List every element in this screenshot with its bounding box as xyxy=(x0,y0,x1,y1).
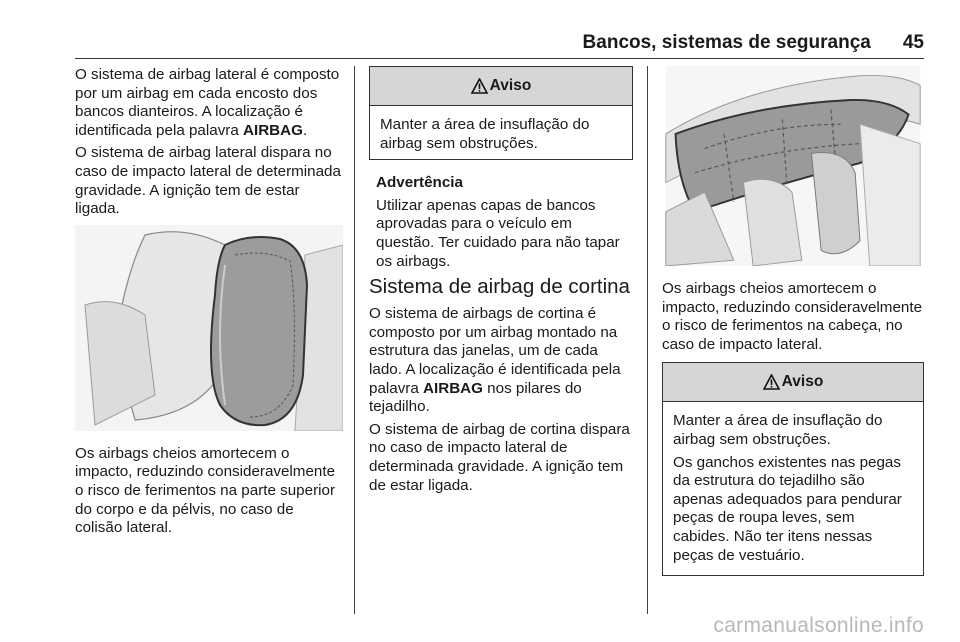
warning-box xyxy=(662,362,924,576)
paragraph: Os airbags cheios amortecem o impacto, reduzindo consideravelmente o risco de ferimentos na cabeça, no caso de impacto lateral. xyxy=(662,280,923,353)
column-left xyxy=(75,66,345,542)
warning-header: Aviso xyxy=(663,363,923,402)
warning-text: Os ganchos existentes nas pegas da estrutura do tejadilho são apenas adequados para pendurar peças de roupa leves, sem cabides. Não ter itens nessas peças de vestuário. xyxy=(673,453,902,564)
warning-triangle-icon xyxy=(471,78,488,94)
curtain-airbag-illustration xyxy=(662,66,924,266)
watermark: carmanualsonline.info xyxy=(713,614,924,637)
warning-header: Aviso xyxy=(370,67,632,106)
caution-title: Advertência xyxy=(376,174,463,192)
section-title: Bancos, sistemas de segurança xyxy=(582,32,871,53)
paragraph: Os airbags cheios amortecem o impacto, reduzindo consideravelmente o risco de ferimentos na parte superior do corpo e da pélvis, no caso de colisão lateral. xyxy=(75,444,336,537)
paragraph: O sistema de airbags de cortina é composto por um airbag montado na estrutura das janelas, um de cada lado. A localização é identificada pela palavra AIRBAG nos pilares do tejadilho. xyxy=(369,305,621,416)
warning-box xyxy=(369,66,633,160)
column-middle xyxy=(369,66,633,499)
column-divider xyxy=(647,66,648,614)
paragraph: O sistema de airbag lateral é composto por um airbag em cada encosto dos bancos dianteiros. A localização é identificada pela palavra AIRBAG. xyxy=(75,66,340,139)
side-airbag-illustration xyxy=(75,225,343,431)
warning-text: Manter a área de insuflação do airbag sem obstruções. xyxy=(673,412,883,448)
paragraph: O sistema de airbag de cortina dispara no caso de impacto lateral de determinada gravidade. A ignição tem de estar ligada. xyxy=(369,420,630,494)
warning-body xyxy=(663,402,923,575)
warning-triangle-icon xyxy=(763,374,780,390)
section-heading: Sistema de airbag de cortina xyxy=(369,275,630,299)
warning-body: Manter a área de insuflação do airbag sem obstruções. xyxy=(380,116,590,152)
page-header xyxy=(75,28,924,59)
column-right xyxy=(662,66,924,590)
paragraph: O sistema de airbag lateral dispara no caso de impacto lateral de determinada gravidade. A ignição tem de estar ligada. xyxy=(75,144,341,218)
column-divider xyxy=(354,66,355,614)
page-number: 45 xyxy=(902,32,924,53)
caution-text: Utilizar apenas capas de bancos aprovadas para o veículo em questão. Ter cuidado para não tapar os airbags. xyxy=(376,196,620,270)
